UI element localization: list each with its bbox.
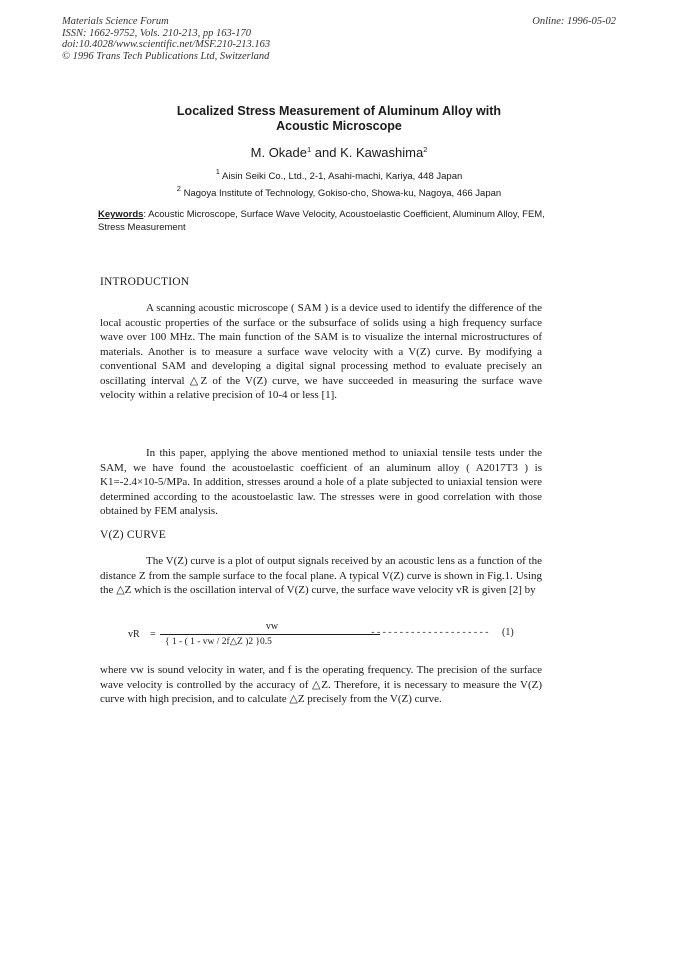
- author-conjunction: and: [311, 145, 341, 160]
- affiliation-2: [0, 184, 678, 199]
- copyright-line: © 1996 Trans Tech Publications Ltd, Switzerland: [62, 50, 270, 62]
- online-date: Online: 1996-05-02: [532, 16, 616, 27]
- title-line-1: Localized Stress Measurement of Aluminum Alloy with: [176, 104, 502, 118]
- equation-leader: ---------------------: [370, 627, 490, 638]
- vz-curve-paragraph-1: The V(Z) curve is a plot of output signals received by an acoustic lens as a function of the distance Z from the sample surface to the focal plane. A typical V(Z) curve is shown in Fig.1. Using the △Z which is the oscillation interval of V(Z) curve, the surface wave velocity vR is given [2] by: [100, 555, 542, 596]
- author-okade: M. Okade: [250, 145, 307, 160]
- paper-title: [0, 104, 678, 134]
- keywords: [98, 209, 548, 234]
- introduction-paragraph-2: In this paper, applying the above mentioned method to uniaxial tensile tests under the SAM, we have found the acoustoelastic coefficient of an aluminum alloy ( A2017T3 ) is K1=-2.4×10-5/MPa. In addition, stresses around a hole of a plate subjected to uniaxial tension were determined according to the acoustoelastic law. The stresses were in good correlation with those obtained by FEM analysis.: [100, 447, 542, 517]
- fraction-bar: [160, 634, 380, 635]
- journal-name: Materials Science Forum: [62, 16, 169, 27]
- section-heading-vz-curve: V(Z) CURVE: [100, 529, 166, 541]
- equation-denominator: { 1 - ( 1 - vw / 2f△Z )2 }0.5: [165, 637, 272, 647]
- author-kawashima-affil-mark: 2: [423, 145, 428, 154]
- equation-equals: =: [150, 629, 156, 640]
- equation-numerator: vw: [265, 621, 279, 632]
- author-list: [0, 145, 678, 160]
- affiliation-2-mark: 2: [176, 184, 181, 193]
- affiliation-1-mark: 1: [215, 167, 220, 176]
- equation-number: (1): [502, 627, 514, 638]
- affiliation-1: [0, 167, 678, 182]
- keywords-text: : Acoustic Microscope, Surface Wave Velocity, Acoustoelastic Coefficient, Aluminum Alloy, FEM, Stress Measurement: [98, 209, 545, 233]
- equation-lhs: vR: [128, 629, 140, 640]
- section-heading-introduction: INTRODUCTION: [100, 276, 190, 288]
- journal-header: [62, 16, 270, 62]
- equation-1: [100, 621, 545, 651]
- affiliation-2-text: Nagoya Institute of Technology, Gokiso-cho, Showa-ku, Nagoya, 466 Japan: [183, 188, 502, 199]
- keywords-label: Keywords: [98, 209, 144, 220]
- affiliation-1-text: Aisin Seiki Co., Ltd., 2-1, Asahi-machi, Kariya, 448 Japan: [222, 171, 463, 182]
- introduction-paragraph-1: A scanning acoustic microscope ( SAM ) is a device used to identify the difference of the local acoustic properties of the surface or the subsurface of solids using a high frequency surface wave over 100 MHz. The main function of the SAM is to visualize the internal microstructures of materials. Another is to measure a surface wave velocity with a V(Z) curve. By modifying a conventional SAM and developing a digital signal processing method to evaluate precisely an oscillating interval △Z of the V(Z) curve, we have succeeded in measuring the surface wave velocity within a relative precision of 10-4 or less [1].: [100, 302, 542, 401]
- author-kawashima: K. Kawashima: [340, 145, 424, 160]
- title-line-2: Acoustic Microscope: [276, 119, 402, 133]
- issn-line: ISSN: 1662-9752, Vols. 210-213, pp 163-170: [62, 27, 251, 39]
- author-okade-affil-mark: 1: [307, 145, 312, 154]
- doi-line: doi:10.4028/www.scientific.net/MSF.210-213.163: [62, 39, 271, 50]
- vz-curve-paragraph-2: where vw is sound velocity in water, and f is the operating frequency. The precision of the surface wave velocity is controlled by the accuracy of △Z. Therefore, it is necessary to measure the V(Z) curve with high precision, and to calculate △Z precisely from the V(Z) curve.: [100, 664, 542, 705]
